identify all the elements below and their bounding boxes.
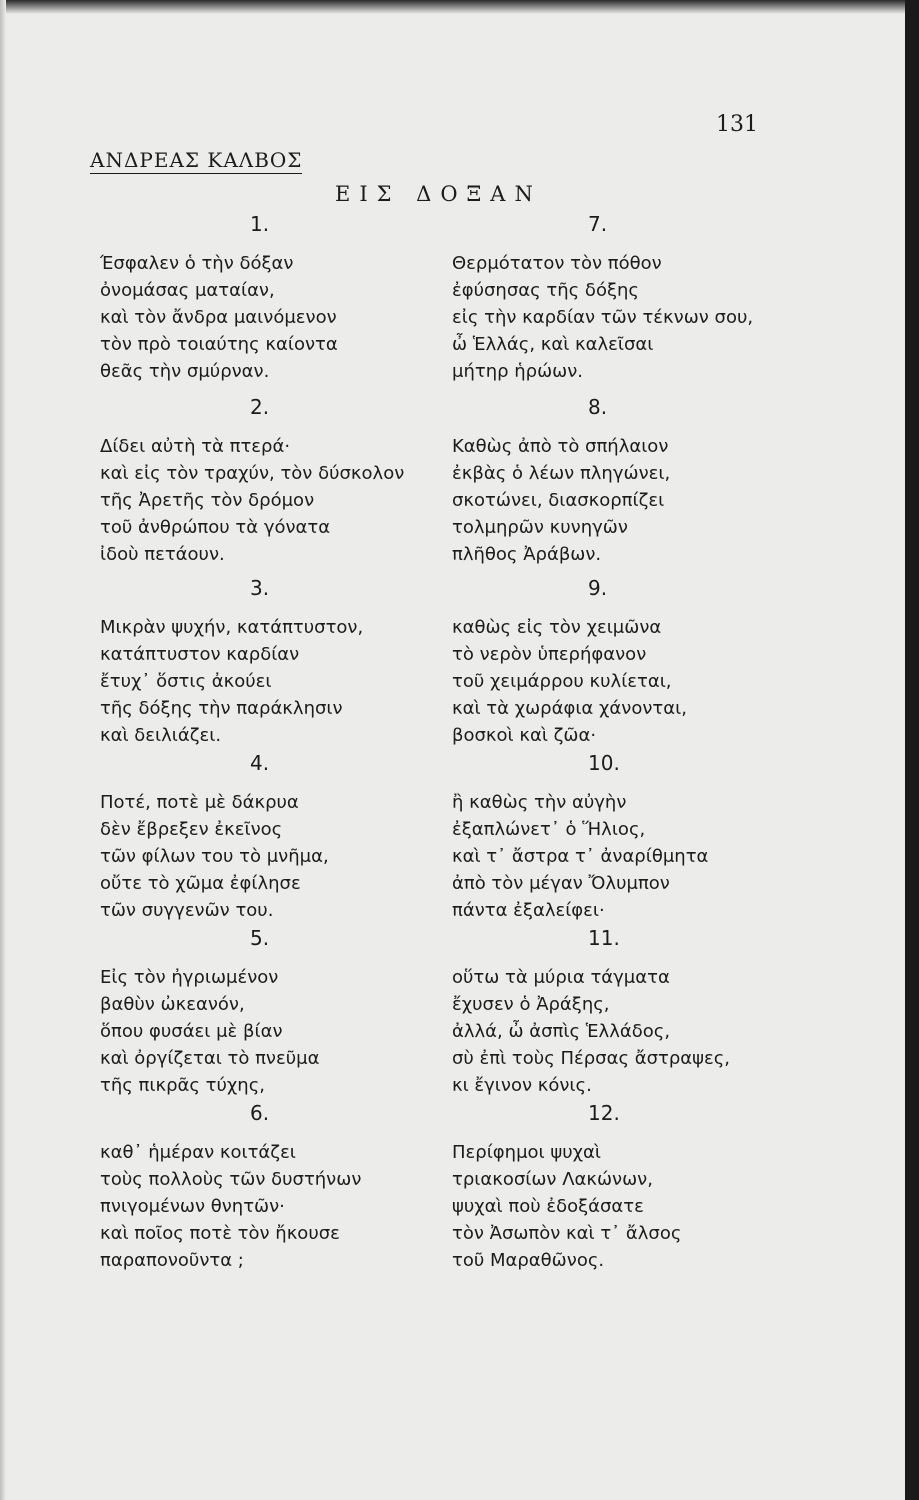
verse-line: τριακοσίων Λακώνων, xyxy=(452,1169,653,1190)
verse-line: τολμηρῶν κυνηγῶν xyxy=(452,517,628,538)
verse-line: Περίφημοι ψυχαὶ xyxy=(452,1142,601,1163)
verse-line: εἰς τὴν καρδίαν τῶν τέκνων σου, xyxy=(452,307,754,328)
verse-line: Δίδει αὐτὴ τὰ πτερά· xyxy=(100,436,291,457)
verse-line: καὶ ποῖος ποτὲ τὸν ἤκουσε xyxy=(100,1223,340,1244)
stanza-number: 3. xyxy=(250,576,270,600)
verse-line: οὔτε τὸ χῶμα ἐφίλησε xyxy=(100,873,301,894)
page-number: 131 xyxy=(716,112,758,137)
verse-line: σὺ ἐπὶ τοὺς Πέρσας ἄστραψες, xyxy=(452,1048,731,1069)
verse-line: Θερμότατον τὸν πόθον xyxy=(452,253,662,274)
verse-line: τῆς δόξης τὴν παράκλησιν xyxy=(100,698,343,719)
verse-line: καὶ εἰς τὸν τραχύν, τὸν δύσκολον xyxy=(100,463,405,484)
verse-line: τὸν πρὸ τοιαύτης καίοντα xyxy=(100,334,338,355)
page-top-edge xyxy=(0,0,905,14)
verse-line: καὶ τὰ χωράφια χάνονται, xyxy=(452,698,687,719)
stanza-number: 1. xyxy=(250,212,270,236)
verse-line: καὶ ὀργίζεται τὸ πνεῦμα xyxy=(100,1048,320,1069)
verse-line: τῶν φίλων του τὸ μνῆμα, xyxy=(100,846,329,867)
verse-line: ἀπὸ τὸν μέγαν Ὄλυμπον xyxy=(452,873,670,894)
author-heading: ΑΝΔΡΕΑΣ ΚΑΛΒΟΣ xyxy=(90,148,303,172)
verse-line: πνιγομένων θνητῶν· xyxy=(100,1196,285,1217)
verse-line: τοῦ Μαραθῶνος. xyxy=(452,1250,605,1271)
verse-line: βοσκοὶ καὶ ζῶα· xyxy=(452,725,597,746)
verse-line: τοῦ ἀνθρώπου τὰ γόνατα xyxy=(100,517,331,538)
verse-line: κατάπτυστον καρδίαν xyxy=(100,644,300,665)
verse-line: Έσφαλεν ὁ τὴν δόξαν xyxy=(100,253,294,274)
poem-title: ΕΙΣ ΔΟΞΑΝ xyxy=(335,182,542,206)
stanza xyxy=(100,1099,430,1274)
verse-line: καὶ τὸν ἄνδρα μαινόμενον xyxy=(100,307,337,328)
verse-line: ἔτυχ᾽ ὅστις ἀκούει xyxy=(100,671,272,692)
verse-line: ἢ καθὼς τὴν αὐγὴν xyxy=(452,792,627,813)
verse-line: τὸ νερὸν ὑπερήφανον xyxy=(452,644,647,665)
verse-line: Καθὼς ἀπὸ τὸ σπήλαιον xyxy=(452,436,669,457)
stanza xyxy=(452,210,782,385)
stanza xyxy=(452,924,782,1099)
verse-line: ἐφύσησας τῆς δόξης xyxy=(452,280,639,301)
verse-line: δὲν ἔβρεξεν ἐκεῖνος xyxy=(100,819,283,840)
verse-line: Μικρὰν ψυχήν, κατάπτυστον, xyxy=(100,617,364,638)
stanza xyxy=(100,393,430,568)
stanza xyxy=(452,574,782,749)
verse-line: παραπονοῦντα ; xyxy=(100,1250,244,1271)
verse-line: ὀνομάσας ματαίαν, xyxy=(100,280,275,301)
verse-line: ἔχυσεν ὁ Ἀράξης, xyxy=(452,994,610,1015)
page-left-edge xyxy=(0,0,6,1500)
verse-line: ὦ Ἑλλάς, καὶ καλεῖσαι xyxy=(452,334,654,355)
verse-line: μήτηρ ἡρώων. xyxy=(452,361,584,382)
verse-line: τῆς πικρᾶς τύχης, xyxy=(100,1075,265,1096)
verse-line: σκοτώνει, διασκορπίζει xyxy=(452,490,665,511)
verse-line: καθὼς εἰς τὸν χειμῶνα xyxy=(452,617,662,638)
verse-line: ἀλλά, ὦ ἀσπὶς Ἑλλάδος, xyxy=(452,1021,671,1042)
verse-line: καὶ δειλιάζει. xyxy=(100,725,222,746)
verse-line: ψυχαὶ ποὺ ἐδοξάσατε xyxy=(452,1196,644,1217)
stanza xyxy=(100,749,430,924)
verse-line: πάντα ἐξαλείφει· xyxy=(452,900,605,921)
verse-line: πλῆθος Ἀράβων. xyxy=(452,544,602,565)
stanza-number: 8. xyxy=(588,395,608,419)
verse-line: τῶν συγγενῶν του. xyxy=(100,900,274,921)
verse-line: ἐκβὰς ὁ λέων πληγώνει, xyxy=(452,463,671,484)
stanza xyxy=(452,749,782,924)
stanza xyxy=(452,1099,782,1274)
stanza-number: 12. xyxy=(588,1101,620,1125)
stanza xyxy=(100,210,430,385)
stanza xyxy=(452,393,782,568)
stanza-number: 6. xyxy=(250,1101,270,1125)
verse-line: βαθὺν ὠκεανόν, xyxy=(100,994,245,1015)
stanza-number: 11. xyxy=(588,926,620,950)
verse-line: οὕτω τὰ μύρια τάγματα xyxy=(452,967,670,988)
verse-line: τῆς Ἀρετῆς τὸν δρόμον xyxy=(100,490,315,511)
verse-line: τὸν Ἀσωπὸν καὶ τ᾽ ἄλσος xyxy=(452,1223,682,1244)
stanza-number: 7. xyxy=(588,212,608,236)
verse-line: Εἰς τὸν ἠγριωμένον xyxy=(100,967,279,988)
stanza-number: 9. xyxy=(588,576,608,600)
stanza xyxy=(100,574,430,749)
verse-line: ὅπου φυσάει μὲ βίαν xyxy=(100,1021,283,1042)
verse-line: καθ᾽ ἡμέραν κοιτάζει xyxy=(100,1142,296,1163)
verse-line: θεᾶς τὴν σμύρναν. xyxy=(100,361,270,382)
stanza-number: 5. xyxy=(250,926,270,950)
verse-line: τοὺς πολλοὺς τῶν δυστήνων xyxy=(100,1169,362,1190)
verse-line: τοῦ χειμάρρου κυλίεται, xyxy=(452,671,672,692)
verse-line: Ποτέ, ποτὲ μὲ δάκρυα xyxy=(100,792,299,813)
verse-line: ἐξαπλώνετ᾽ ὁ Ἥλιος, xyxy=(452,819,646,840)
stanza-number: 4. xyxy=(250,751,270,775)
verse-line: ἰδοὺ πετάουν. xyxy=(100,544,225,565)
verse-line: καὶ τ᾽ ἄστρα τ᾽ ἀναρίθμητα xyxy=(452,846,709,867)
verse-line: κι ἔγινον κόνις. xyxy=(452,1075,592,1096)
stanza-number: 10. xyxy=(588,751,620,775)
stanza-number: 2. xyxy=(250,395,270,419)
stanza xyxy=(100,924,430,1099)
